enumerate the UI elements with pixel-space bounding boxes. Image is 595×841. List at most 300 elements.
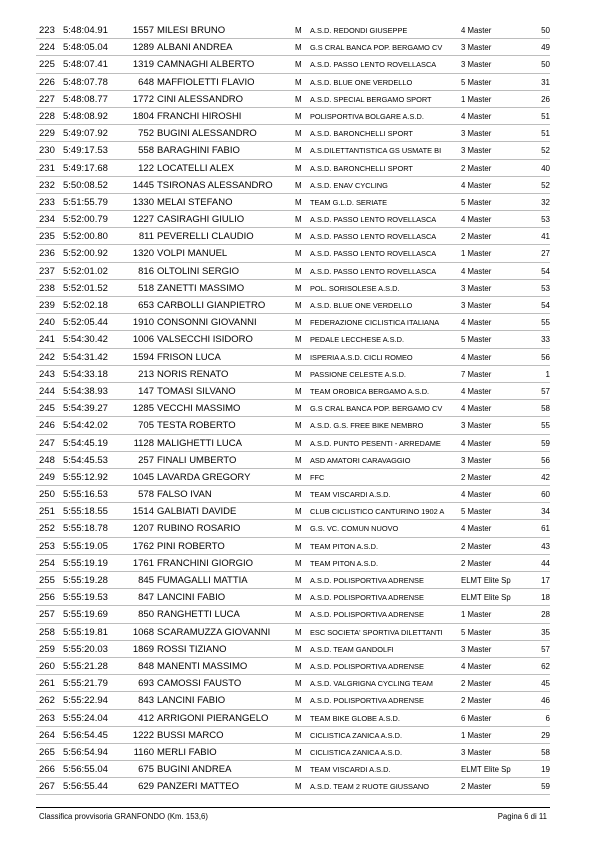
team-cell: ESC SOCIETA' SPORTIVA DILETTANTI xyxy=(310,627,443,637)
position-cell: 248 xyxy=(39,454,55,466)
category-position-cell: 51 xyxy=(541,129,550,139)
bib-number-cell: 1160 xyxy=(133,746,154,758)
position-cell: 234 xyxy=(39,214,55,226)
table-row xyxy=(36,538,550,555)
team-cell: A.S.D. SPECIAL BERGAMO SPORT xyxy=(310,94,432,104)
position-cell: 245 xyxy=(39,403,55,415)
table-row xyxy=(36,435,550,452)
category-cell: 5 Master xyxy=(461,197,492,207)
time-cell: 5:54:38.93 xyxy=(63,385,108,397)
sex-cell: M xyxy=(295,438,302,448)
table-row xyxy=(36,349,550,366)
category-cell: 2 Master xyxy=(461,232,492,242)
team-cell: CLUB CICLISTICO CANTURINO 1902 A xyxy=(310,507,445,517)
time-cell: 5:54:30.42 xyxy=(63,334,108,346)
athlete-name-cell: BUGINI ALESSANDRO xyxy=(157,128,257,140)
sex-cell: M xyxy=(295,369,302,379)
sex-cell: M xyxy=(295,318,302,328)
sex-cell: M xyxy=(295,455,302,465)
category-position-cell: 42 xyxy=(541,472,550,482)
table-row xyxy=(36,692,550,709)
team-cell: A.S.D. POLISPORTIVA ADRENSE xyxy=(310,661,424,671)
team-cell: TEAM G.L.D. SERIATE xyxy=(310,197,388,207)
table-row xyxy=(36,74,550,91)
category-cell: 4 Master xyxy=(461,266,492,276)
table-row xyxy=(36,331,550,348)
team-cell: TEAM PITON A.S.D. xyxy=(310,541,379,551)
category-cell: 2 Master xyxy=(461,541,492,551)
category-position-cell: 26 xyxy=(541,94,550,104)
table-row xyxy=(36,555,550,572)
sex-cell: M xyxy=(295,180,302,190)
bib-number-cell: 122 xyxy=(138,162,154,174)
category-position-cell: 59 xyxy=(541,782,550,792)
category-position-cell: 46 xyxy=(541,696,550,706)
team-cell: G.S. VC. COMUN NUOVO xyxy=(310,524,399,534)
category-cell: 5 Master xyxy=(461,627,492,637)
category-cell: 5 Master xyxy=(461,507,492,517)
category-position-cell: 52 xyxy=(541,146,550,156)
category-position-cell: 32 xyxy=(541,197,550,207)
sex-cell: M xyxy=(295,197,302,207)
position-cell: 241 xyxy=(39,334,55,346)
category-position-cell: 58 xyxy=(541,747,550,757)
bib-number-cell: 693 xyxy=(138,678,154,690)
bib-number-cell: 558 xyxy=(138,145,154,157)
sex-cell: M xyxy=(295,627,302,637)
position-cell: 232 xyxy=(39,179,55,191)
sex-cell: M xyxy=(295,782,302,792)
sex-cell: M xyxy=(295,163,302,173)
category-position-cell: 44 xyxy=(541,558,550,568)
time-cell: 5:55:12.92 xyxy=(63,471,108,483)
bib-number-cell: 847 xyxy=(138,592,154,604)
time-cell: 5:52:05.44 xyxy=(63,317,108,329)
category-cell: 4 Master xyxy=(461,318,492,328)
sex-cell: M xyxy=(295,679,302,689)
team-cell: A.S.D. POLISPORTIVA ADRENSE xyxy=(310,610,424,620)
team-cell: A.S.D. TEAM GANDOLFI xyxy=(310,644,394,654)
athlete-name-cell: GALBIATI DAVIDE xyxy=(157,506,237,518)
bib-number-cell: 1227 xyxy=(132,214,154,226)
category-cell: 4 Master xyxy=(461,661,492,671)
athlete-name-cell: PINI ROBERTO xyxy=(157,540,225,552)
sex-cell: M xyxy=(295,386,302,396)
athlete-name-cell: FINALI UMBERTO xyxy=(157,454,237,466)
bib-number-cell: 1320 xyxy=(132,248,154,260)
time-cell: 5:55:21.28 xyxy=(63,660,108,672)
team-cell: A.S.D. PASSO LENTO ROVELLASCA xyxy=(310,215,437,225)
table-row xyxy=(36,56,550,73)
team-cell: A.S.D. BLUE ONE VERDELLO xyxy=(310,77,413,87)
table-row xyxy=(36,366,550,383)
table-row xyxy=(36,675,550,692)
sex-cell: M xyxy=(295,111,302,121)
time-cell: 5:50:08.52 xyxy=(63,179,108,191)
position-cell: 257 xyxy=(39,609,55,621)
category-position-cell: 28 xyxy=(541,610,550,620)
position-cell: 262 xyxy=(39,695,55,707)
position-cell: 246 xyxy=(39,420,55,432)
athlete-name-cell: RUBINO ROSARIO xyxy=(157,523,241,535)
position-cell: 255 xyxy=(39,575,55,586)
table-row xyxy=(36,606,550,623)
team-cell: A.S.D. POLISPORTIVA ADRENSE xyxy=(310,593,424,603)
athlete-name-cell: TOMASI SILVANO xyxy=(157,385,236,397)
athlete-name-cell: BARAGHINI FABIO xyxy=(157,145,240,157)
category-position-cell: 55 xyxy=(541,318,550,328)
sex-cell: M xyxy=(295,77,302,87)
time-cell: 5:54:31.42 xyxy=(63,351,108,363)
position-cell: 252 xyxy=(39,523,55,535)
sex-cell: M xyxy=(295,26,302,35)
team-cell: A.S.D. BARONCHELLI SPORT xyxy=(310,163,413,173)
sex-cell: M xyxy=(295,472,302,482)
position-cell: 247 xyxy=(39,437,55,449)
team-cell: A.S.D. REDONDI GIUSEPPE xyxy=(310,26,408,35)
category-cell: 1 Master xyxy=(461,94,492,104)
bib-number-cell: 1804 xyxy=(132,110,154,122)
time-cell: 5:49:07.92 xyxy=(63,128,108,140)
bib-number-cell: 1285 xyxy=(132,403,154,415)
time-cell: 5:52:02.18 xyxy=(63,300,108,311)
category-position-cell: 61 xyxy=(541,524,550,534)
position-cell: 223 xyxy=(39,25,55,36)
table-row xyxy=(36,744,550,761)
team-cell: CICLISTICA ZANICA A.S.D. xyxy=(310,747,402,757)
category-cell: 3 Master xyxy=(461,60,492,70)
table-row xyxy=(36,108,550,125)
time-cell: 5:55:20.03 xyxy=(63,643,108,655)
position-cell: 227 xyxy=(39,93,55,105)
category-cell: 6 Master xyxy=(461,713,492,723)
sex-cell: M xyxy=(295,266,302,276)
sex-cell: M xyxy=(295,283,302,293)
team-cell: TEAM OROBICA BERGAMO A.S.D. xyxy=(310,386,430,396)
athlete-name-cell: MALIGHETTI LUCA xyxy=(157,437,242,449)
athlete-name-cell: LAVARDA GREGORY xyxy=(157,471,251,483)
time-cell: 5:55:22.94 xyxy=(63,695,108,707)
time-cell: 5:48:08.77 xyxy=(63,93,108,105)
position-cell: 254 xyxy=(39,557,55,569)
time-cell: 5:55:19.81 xyxy=(63,626,108,638)
bib-number-cell: 845 xyxy=(138,575,154,586)
category-position-cell: 6 xyxy=(545,713,550,723)
position-cell: 263 xyxy=(39,712,55,724)
sex-cell: M xyxy=(295,335,302,345)
category-cell: 2 Master xyxy=(461,163,492,173)
time-cell: 5:48:05.04 xyxy=(63,42,108,54)
time-cell: 5:55:19.28 xyxy=(63,575,108,586)
time-cell: 5:54:33.18 xyxy=(63,368,108,380)
table-row xyxy=(36,761,550,778)
position-cell: 226 xyxy=(39,76,55,88)
category-position-cell: 57 xyxy=(541,644,550,654)
category-position-cell: 27 xyxy=(541,249,550,259)
time-cell: 5:55:19.53 xyxy=(63,592,108,604)
sex-cell: M xyxy=(295,490,302,500)
table-row xyxy=(36,417,550,434)
athlete-name-cell: MAFFIOLETTI FLAVIO xyxy=(157,76,255,88)
team-cell: FFC xyxy=(310,472,325,482)
sex-cell: M xyxy=(295,421,302,431)
category-cell: ELMT Elite Sp xyxy=(461,593,511,603)
position-cell: 240 xyxy=(39,317,55,329)
position-cell: 249 xyxy=(39,471,55,483)
category-cell: 4 Master xyxy=(461,438,492,448)
team-cell: TEAM PITON A.S.D. xyxy=(310,558,379,568)
category-position-cell: 18 xyxy=(541,593,550,603)
position-cell: 256 xyxy=(39,592,55,604)
category-cell: 3 Master xyxy=(461,644,492,654)
table-row xyxy=(36,641,550,658)
sex-cell: M xyxy=(295,713,302,723)
sex-cell: M xyxy=(295,249,302,259)
athlete-name-cell: MELAI STEFANO xyxy=(157,196,233,208)
bib-number-cell: 850 xyxy=(138,609,154,621)
results-table xyxy=(36,22,550,795)
team-cell: A.S.D. BARONCHELLI SPORT xyxy=(310,129,413,139)
bib-number-cell: 1557 xyxy=(132,25,154,36)
position-cell: 233 xyxy=(39,196,55,208)
position-cell: 235 xyxy=(39,231,55,243)
time-cell: 5:55:19.05 xyxy=(63,540,108,552)
sex-cell: M xyxy=(295,146,302,156)
table-row xyxy=(36,194,550,211)
athlete-name-cell: LANCINI FABIO xyxy=(157,695,226,707)
table-row xyxy=(36,91,550,108)
team-cell: POLISPORTIVA BOLGARE A.S.D. xyxy=(310,111,424,121)
time-cell: 5:49:17.68 xyxy=(63,162,108,174)
bib-number-cell: 1068 xyxy=(132,626,154,638)
athlete-name-cell: ARRIGONI PIERANGELO xyxy=(157,712,269,724)
position-cell: 265 xyxy=(39,746,55,758)
athlete-name-cell: OLTOLINI SERGIO xyxy=(157,265,240,277)
bib-number-cell: 1045 xyxy=(132,471,154,483)
bib-number-cell: 412 xyxy=(138,712,154,724)
category-cell: 4 Master xyxy=(461,386,492,396)
athlete-name-cell: TSIRONAS ALESSANDRO xyxy=(157,179,273,191)
bib-number-cell: 629 xyxy=(138,781,154,793)
position-cell: 266 xyxy=(39,764,55,776)
category-cell: ELMT Elite Sp xyxy=(461,765,511,775)
table-row xyxy=(36,22,550,39)
bib-number-cell: 648 xyxy=(138,76,154,88)
team-cell: A.S.D. PASSO LENTO ROVELLASCA xyxy=(310,60,437,70)
time-cell: 5:55:21.79 xyxy=(63,678,108,690)
position-cell: 250 xyxy=(39,489,55,501)
category-cell: 3 Master xyxy=(461,146,492,156)
position-cell: 228 xyxy=(39,110,55,122)
time-cell: 5:49:17.53 xyxy=(63,145,108,157)
position-cell: 244 xyxy=(39,385,55,397)
athlete-name-cell: ALBANI ANDREA xyxy=(157,42,233,54)
sex-cell: M xyxy=(295,576,302,585)
team-cell: A.S.D. POLISPORTIVA ADRENSE xyxy=(310,576,424,585)
athlete-name-cell: TESTA ROBERTO xyxy=(157,420,236,432)
position-cell: 224 xyxy=(39,42,55,54)
time-cell: 5:48:04.91 xyxy=(63,25,108,36)
position-cell: 230 xyxy=(39,145,55,157)
team-cell: ASD AMATORI CARAVAGGIO xyxy=(310,455,411,465)
category-position-cell: 1 xyxy=(545,369,550,379)
team-cell: TEAM VISCARDI A.S.D. xyxy=(310,765,391,775)
bib-number-cell: 257 xyxy=(138,454,154,466)
athlete-name-cell: CAMOSSI FAUSTO xyxy=(157,678,242,690)
category-cell: 7 Master xyxy=(461,369,492,379)
bib-number-cell: 1319 xyxy=(132,59,154,71)
bib-number-cell: 1445 xyxy=(132,179,154,191)
bib-number-cell: 578 xyxy=(138,489,154,501)
category-position-cell: 57 xyxy=(541,386,550,396)
category-position-cell: 54 xyxy=(541,301,550,310)
time-cell: 5:51:55.79 xyxy=(63,196,108,208)
category-cell: 2 Master xyxy=(461,558,492,568)
position-cell: 253 xyxy=(39,540,55,552)
position-cell: 238 xyxy=(39,282,55,294)
team-cell: A.S.D. PASSO LENTO ROVELLASCA xyxy=(310,232,437,242)
category-cell: 3 Master xyxy=(461,129,492,139)
category-cell: 2 Master xyxy=(461,696,492,706)
category-position-cell: 17 xyxy=(541,576,550,585)
athlete-name-cell: BUSSI MARCO xyxy=(157,729,224,741)
table-row xyxy=(36,297,550,314)
sex-cell: M xyxy=(295,352,302,362)
athlete-name-cell: VOLPI MANUEL xyxy=(157,248,228,260)
category-position-cell: 45 xyxy=(541,679,550,689)
table-row xyxy=(36,589,550,606)
athlete-name-cell: NORIS RENATO xyxy=(157,368,229,380)
bib-number-cell: 653 xyxy=(138,300,154,311)
team-cell: G.S CRAL BANCA POP. BERGAMO CV xyxy=(310,404,443,414)
athlete-name-cell: SCARAMUZZA GIOVANNI xyxy=(157,626,271,638)
athlete-name-cell: CAMNAGHI ALBERTO xyxy=(157,59,255,71)
category-position-cell: 19 xyxy=(541,765,550,775)
athlete-name-cell: ZANETTI MASSIMO xyxy=(157,282,245,294)
athlete-name-cell: FRANCHINI GIORGIO xyxy=(157,557,254,569)
category-position-cell: 34 xyxy=(541,507,550,517)
table-row xyxy=(36,658,550,675)
time-cell: 5:55:19.69 xyxy=(63,609,108,621)
bib-number-cell: 518 xyxy=(138,282,154,294)
table-row xyxy=(36,727,550,744)
page-footer xyxy=(36,807,550,822)
category-position-cell: 49 xyxy=(541,43,550,53)
category-cell: 2 Master xyxy=(461,782,492,792)
bib-number-cell: 1762 xyxy=(132,540,154,552)
bib-number-cell: 811 xyxy=(138,231,154,243)
team-cell: ISPERIA A.S.D. CICLI ROMEO xyxy=(310,352,413,362)
category-cell: 3 Master xyxy=(461,747,492,757)
category-position-cell: 59 xyxy=(541,438,550,448)
position-cell: 231 xyxy=(39,162,55,174)
bib-number-cell: 1207 xyxy=(132,523,154,535)
bib-number-cell: 147 xyxy=(138,385,154,397)
athlete-name-cell: PEVERELLI CLAUDIO xyxy=(157,231,254,243)
bib-number-cell: 752 xyxy=(138,128,154,140)
category-position-cell: 35 xyxy=(541,627,550,637)
category-cell: 3 Master xyxy=(461,43,492,53)
table-row xyxy=(36,177,550,194)
athlete-name-cell: CINI ALESSANDRO xyxy=(157,93,244,105)
team-cell: A.S.D. POLISPORTIVA ADRENSE xyxy=(310,696,424,706)
time-cell: 5:56:54.45 xyxy=(63,729,108,741)
position-cell: 267 xyxy=(39,781,55,793)
position-cell: 225 xyxy=(39,59,55,71)
athlete-name-cell: MANENTI MASSIMO xyxy=(157,660,248,672)
team-cell: A.S.DILETTANTISTICA GS USMATE BI xyxy=(310,146,442,156)
athlete-name-cell: ROSSI TIZIANO xyxy=(157,643,227,655)
team-cell: TEAM BIKE GLOBE A.S.D. xyxy=(310,713,400,723)
team-cell: A.S.D. VALGRIGNA CYCLING TEAM xyxy=(310,679,433,689)
category-cell: 4 Master xyxy=(461,404,492,414)
team-cell: A.S.D. PUNTO PESENTI - ARREDAME xyxy=(310,438,441,448)
time-cell: 5:48:07.41 xyxy=(63,59,108,71)
table-row xyxy=(36,452,550,469)
category-cell: 4 Master xyxy=(461,352,492,362)
table-row xyxy=(36,624,550,641)
athlete-name-cell: BUGINI ANDREA xyxy=(157,764,232,776)
bib-number-cell: 843 xyxy=(138,695,154,707)
bib-number-cell: 1128 xyxy=(133,437,154,449)
sex-cell: M xyxy=(295,232,302,242)
sex-cell: M xyxy=(295,696,302,706)
bib-number-cell: 816 xyxy=(138,265,154,277)
bib-number-cell: 1772 xyxy=(132,93,154,105)
sex-cell: M xyxy=(295,644,302,654)
team-cell: A.S.D. BLUE ONE VERDELLO xyxy=(310,301,413,310)
athlete-name-cell: VALSECCHI ISIDORO xyxy=(157,334,253,346)
category-position-cell: 29 xyxy=(541,730,550,740)
category-cell: 3 Master xyxy=(461,301,492,310)
category-position-cell: 58 xyxy=(541,404,550,414)
bib-number-cell: 1222 xyxy=(132,729,154,741)
time-cell: 5:52:01.52 xyxy=(63,282,108,294)
position-cell: 260 xyxy=(39,660,55,672)
time-cell: 5:55:18.78 xyxy=(63,523,108,535)
position-cell: 243 xyxy=(39,368,55,380)
table-row xyxy=(36,520,550,537)
sex-cell: M xyxy=(295,730,302,740)
table-row xyxy=(36,710,550,727)
table-row xyxy=(36,280,550,297)
category-cell: 2 Master xyxy=(461,679,492,689)
athlete-name-cell: VECCHI MASSIMO xyxy=(157,403,241,415)
sex-cell: M xyxy=(295,558,302,568)
category-position-cell: 55 xyxy=(541,421,550,431)
table-row xyxy=(36,383,550,400)
category-cell: 5 Master xyxy=(461,77,492,87)
sex-cell: M xyxy=(295,507,302,517)
table-row xyxy=(36,125,550,142)
page-number: Pagina 6 di 11 xyxy=(497,812,547,821)
team-cell: FEDERAZIONE CICLISTICA ITALIANA xyxy=(310,318,440,328)
category-position-cell: 31 xyxy=(541,77,550,87)
team-cell: A.S.D. TEAM 2 RUOTE GIUSSANO xyxy=(310,782,429,792)
category-cell: 4 Master xyxy=(461,524,492,534)
athlete-name-cell: MERLI FABIO xyxy=(157,746,217,758)
time-cell: 5:52:01.02 xyxy=(63,265,108,277)
sex-cell: M xyxy=(295,661,302,671)
position-cell: 229 xyxy=(39,128,55,140)
athlete-name-cell: RANGHETTI LUCA xyxy=(157,609,240,621)
team-cell: A.S.D. G.S. FREE BIKE NEMBRO xyxy=(310,421,424,431)
position-cell: 236 xyxy=(39,248,55,260)
category-cell: 3 Master xyxy=(461,283,492,293)
time-cell: 5:54:39.27 xyxy=(63,403,108,415)
category-position-cell: 53 xyxy=(541,215,550,225)
category-cell: 1 Master xyxy=(461,730,492,740)
